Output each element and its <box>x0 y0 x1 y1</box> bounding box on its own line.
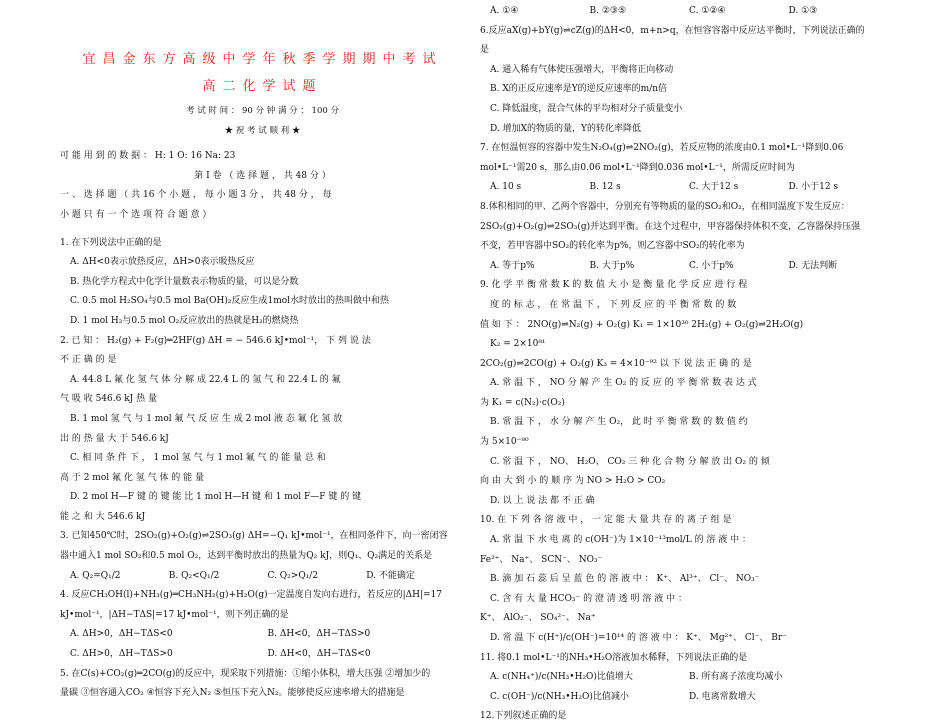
option-line: A. 44.8 L 氟 化 氢 气 体 分 解 成 22.4 L 的 氢 气 和 22.4 L 的 氟 <box>70 374 341 385</box>
question-line: 度 的 标 志 ， 在 常 温 下 ， 下 列 反 应 的 平 衡 常 数 的 数 <box>490 299 737 310</box>
section-heading: 一 、 选 择 题 （ 共 16 个 小 题 ， 每 小 题 3 分 ， 共 48 分 ， 每 <box>60 190 332 201</box>
option-line-cont: 出 的 热 量 大 于 546.6 kJ <box>60 433 169 444</box>
option-d: D. 无法判断 <box>788 260 838 271</box>
option-a: A. 10 s <box>490 182 522 193</box>
question-line: 6.反应aX(g)+bY(g)⇌cZ(g)的ΔH<0，m+n>q，在恒容容器中反应达平衡时，下列说法正确的 <box>480 25 865 36</box>
option-b: B. Q₂<Q₁/2 <box>168 570 220 581</box>
question-line: 3. 已知450℃时，2SO₂(g)+O₂(g)⇌2SO₃(g) ΔH=−Q₁ kJ•mol⁻¹，在相同条件下，向一密闭容 <box>60 531 448 542</box>
question-line: 10. 在 下 列 各 溶 液 中 ， 一 定 能 大 量 共 存 的 离 子 组 是 <box>480 515 732 526</box>
option-a: A. c(NH₄⁺)/c(NH₃•H₂O)比值增大 <box>490 672 633 683</box>
section-heading-cont: 小 题 只 有 一 个 选 项 符 合 题 意 ） <box>60 209 212 220</box>
question-line: 5. 在C(s)+CO₂(g)═2CO(g)的反应中，现采取下列措施：①缩小体积，增大压强 ②增加少的 <box>60 668 431 679</box>
question-line: 量碳 ③恒容通入CO₂ ④恒容下充入N₂ ⑤恒压下充入N₂。能够使反应速率增大的措施是 <box>60 688 405 699</box>
question-line: 4. 反应CH₃OH(l)+NH₃(g)═CH₃NH₂(g)+H₂O(g)一定温度自发向右进行，若反应的|ΔH|=17 <box>60 590 443 601</box>
option-c: C. c(OH⁻)/c(NH₃•H₂O)比值减小 <box>490 691 629 702</box>
question-line: 2. 已 知 ： H₂(g) + F₂(g)═2HF(g) ΔH = − 546.6 kJ•mol⁻¹， 下 列 说 法 <box>60 335 371 346</box>
option-line: C. 含 有 大 量 HCO₃⁻ 的 澄 清 透 明 溶 液 中 ： <box>490 593 687 604</box>
option-line: D. 以 上 说 法 都 不 正 确 <box>490 495 595 506</box>
option-b: B. ΔH<0，ΔH−TΔS>0 <box>267 629 371 640</box>
option-a: A. 等于p% <box>490 260 535 271</box>
question-line: K₂ = 2×10⁸¹ <box>490 339 546 350</box>
option-c: C. Q₂>Q₁/2 <box>267 570 319 581</box>
question-line: 值 如 下 ： 2NO(g)⇌N₂(g) + O₂(g) K₁ = 1×10³⁰ 2H₂(g) + O₂(g)⇌2H₂O(g) <box>480 319 804 330</box>
right-column <box>480 0 888 727</box>
option-line: B. 1 mol 氢 气 与 1 mol 氟 气 反 应 生 成 2 mol 液 态 氟 化 氢 放 <box>70 413 343 424</box>
question-line: 11. 将0.1 mol•L⁻¹的NH₃•H₂O溶液加水稀释，下列说法正确的是 <box>480 652 748 663</box>
question-line: 9. 化 学 平 衡 常 数 K 的 数 值 大 小 是 衡 量 化 学 反 应 进 行 程 <box>480 280 748 291</box>
question-line: 2CO₂(g)⇌2CO(g) + O₂(g) K₃ = 4×10⁻⁹² 以 下 说 法 正 确 的 是 <box>480 358 752 369</box>
question-line: 7. 在恒温恒容的容器中发生N₂O₄(g)⇌2NO₂(g)，若反应物的浓度由0.1 mol•L⁻¹降到0.06 <box>480 143 844 154</box>
option-line: A. 常 温 下 ， NO 分 解 产 生 O₂ 的 反 应 的 平 衡 常 数 表 达 式 <box>490 378 757 389</box>
option-line: B. 热化学方程式中化学计量数表示物质的量，可以是分数 <box>70 276 299 287</box>
option-a: A. ①④ <box>490 6 519 16</box>
wish-line: ★ 祝 考 试 顺 利 ★ <box>224 125 301 136</box>
q11-options-row2 <box>480 688 888 708</box>
option-line-cont: 为 K₁ = c(N₂)·c(O₂) <box>480 397 565 408</box>
time-score-line: 考 试 时 间 ： 90 分 钟 满 分 ： 100 分 <box>186 106 339 116</box>
q5-options <box>480 2 888 22</box>
option-a: A. ΔH>0，ΔH−TΔS<0 <box>70 629 173 640</box>
question-line: 12.下列叙述正确的是 <box>480 711 567 722</box>
option-line-cont: K⁺、 AlO₂⁻、 SO₄²⁻、 Na⁺ <box>480 613 596 624</box>
question-line: 1. 在下列说法中正确的是 <box>60 237 162 248</box>
q11-options-row1 <box>480 668 888 688</box>
option-d: D. 不能确定 <box>366 570 415 581</box>
option-b: B. 大于p% <box>589 260 635 271</box>
part-heading: 第 Ⅰ 卷 （ 选 择 题 ， 共 48 分 ） <box>194 170 331 181</box>
option-line-cont: 高 于 2 mol 氟 化 氢 气 体 的 能 量 <box>60 472 205 483</box>
option-d: D. 小于12 s <box>788 182 839 193</box>
option-b: B. 所有离子浓度均减小 <box>689 672 783 683</box>
option-d: D. ①③ <box>788 6 818 16</box>
question-line: 2SO₂(g)+O₂(g)⇌2SO₃(g)并达到平衡。在这个过程中，甲容器保持体积不变，乙容器保持压强 <box>480 221 861 232</box>
option-a: A. Q₂=Q₁/2 <box>70 570 121 581</box>
option-line: D. 常 温 下 c(H⁺)/c(OH⁻)=10¹⁴ 的 溶 液 中 ： K⁺、 Mg²⁺、 Cl⁻、 Br⁻ <box>490 633 787 643</box>
question-line: 不变，若甲容器中SO₂的转化率为p%，则乙容器中SO₂的转化率为 <box>480 241 745 252</box>
question-line: kJ•mol⁻¹，|ΔH−TΔS|=17 kJ•mol⁻¹，则下列正确的是 <box>60 609 289 620</box>
option-line: A. 通入稀有气体使压强增大，平衡将正向移动 <box>490 64 674 75</box>
option-line: C. 相 同 条 件 下 ， 1 mol 氢 气 与 1 mol 氟 气 的 能 量 总 和 <box>70 453 326 464</box>
option-c: C. ①②④ <box>689 6 726 16</box>
option-line-cont: Fe²⁺、 Na⁺、 SCN⁻、 NO₃⁻ <box>480 554 603 565</box>
option-line: C. 降低温度，混合气体的平均相对分子质量变小 <box>490 103 683 114</box>
exam-subtitle: 高二化学试题 <box>202 79 323 94</box>
option-line: B. 滴 加 石 蕊 后 呈 蓝 色 的 溶 液 中 ： K⁺、 Al³⁺、 Cl⁻、 NO₃⁻ <box>490 574 760 585</box>
option-line: B. X的正反应速率是Y的逆反应速率的m/n倍 <box>490 84 668 95</box>
option-line: D. 1 mol H₂与0.5 mol O₂反应放出的热就是H₂的燃烧热 <box>70 315 299 326</box>
q7-options <box>480 178 888 198</box>
option-line: B. 常 温 下 ， 水 分 解 产 生 O₂， 此 时 平 衡 常 数 的 数 值 约 <box>490 417 748 428</box>
option-c: C. 大于12 s <box>689 182 739 193</box>
option-line-cont: 向 由 大 到 小 的 顺 序 为 NO > H₂O > CO₂ <box>480 476 666 487</box>
exam-title: 宜昌金东方高级中学年秋季学期期中考试 <box>82 52 443 67</box>
question-line: mol•L⁻¹需20 s，那么由0.06 mol•L⁻¹降到0.036 mol•L⁻¹，所需反应时间为 <box>480 162 795 173</box>
left-column <box>60 0 465 704</box>
option-line: C. 常 温 下 ， NO、 H₂O、 CO₂ 三 种 化 合 物 分 解 放 出 O₂ 的 倾 <box>490 456 770 467</box>
q3-options <box>60 567 465 587</box>
q8-options <box>480 257 888 277</box>
option-b: B. 12 s <box>589 182 621 193</box>
option-line: D. 增加X的物质的量，Y的转化率降低 <box>490 123 641 134</box>
atomic-mass-line: 可 能 用 到 的 数 据 ： H: 1 O: 16 Na: 23 <box>60 151 236 162</box>
option-line: C. 0.5 mol H₂SO₄与0.5 mol Ba(OH)₂反应生成1mol水时放出的热叫做中和热 <box>70 296 390 307</box>
question-line: 8.体积相同的甲、乙两个容器中，分别充有等物质的量的SO₂和O₂，在相同温度下发生反应： <box>480 201 850 212</box>
option-line: A. ΔH<0表示放热反应，ΔH>0表示吸热反应 <box>70 257 255 268</box>
question-line: 不 正 确 的 是 <box>60 355 117 366</box>
option-line: D. 2 mol H—F 键 的 键 能 比 1 mol H—H 键 和 1 mol F—F 键 的 键 <box>70 492 362 503</box>
option-line-cont: 能 之 和 大 546.6 kJ <box>60 511 146 522</box>
option-line-cont: 为 5×10⁻⁸⁰ <box>480 437 529 448</box>
option-line: A. 常 温 下 水 电 离 的 c(OH⁻)为 1×10⁻¹³mol/L 的 溶 液 中 ： <box>490 535 751 546</box>
option-c: C. ΔH>0，ΔH−TΔS>0 <box>70 649 173 660</box>
q4-options-row2 <box>60 645 465 665</box>
option-b: B. ②③⑤ <box>589 6 627 16</box>
question-line: 器中通入1 mol SO₂和0.5 mol O₂，达到平衡时放出的热量为Q₂ kJ，则Q₁、Q₂满足的关系是 <box>60 551 433 562</box>
q4-options-row1 <box>60 625 465 645</box>
option-d: D. ΔH<0，ΔH−TΔS<0 <box>267 649 371 660</box>
option-d: D. 电离常数增大 <box>689 691 756 702</box>
option-line-cont: 气 吸 收 546.6 kJ 热 量 <box>60 394 157 405</box>
question-line: 是 <box>480 45 490 56</box>
option-c: C. 小于p% <box>689 260 734 271</box>
